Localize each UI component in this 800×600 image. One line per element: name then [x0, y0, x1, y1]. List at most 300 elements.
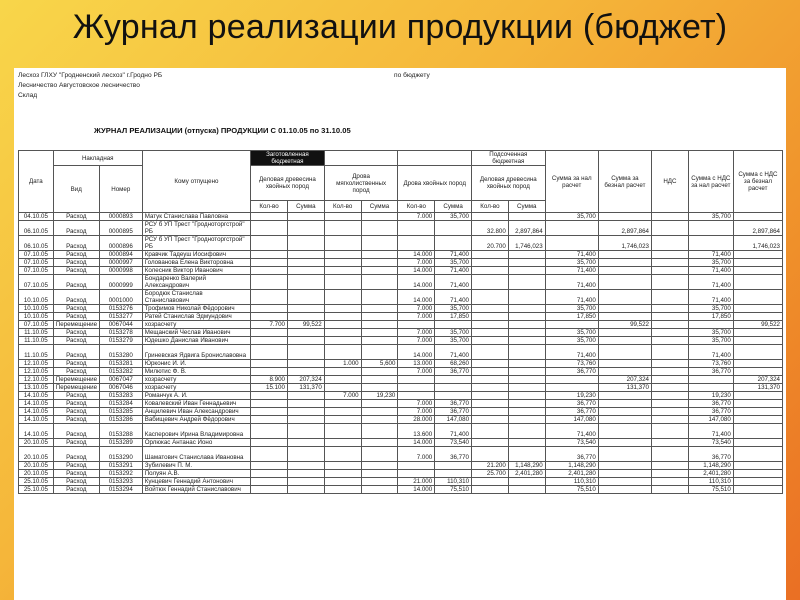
table-cell — [733, 337, 782, 345]
table-cell: 06.10.05 — [19, 221, 54, 236]
table-cell — [733, 329, 782, 337]
table-cell: Перемещение — [53, 321, 99, 329]
table-cell: 1,148,290 — [688, 462, 733, 470]
table-cell — [472, 368, 509, 376]
table-cell: 71,400 — [545, 345, 598, 360]
table-cell — [251, 368, 288, 376]
table-cell — [598, 400, 651, 408]
table-cell: Расход — [53, 251, 99, 259]
table-cell — [251, 408, 288, 416]
table-cell — [361, 290, 398, 305]
table-cell — [324, 470, 361, 478]
table-cell: 35,700 — [688, 329, 733, 337]
table-cell — [472, 392, 509, 400]
journal-document — [14, 68, 786, 600]
col-nomer: Номер — [99, 166, 142, 213]
table-cell: 71,400 — [545, 251, 598, 259]
table-cell: 36,770 — [545, 400, 598, 408]
table-cell: 14.10.05 — [19, 416, 54, 424]
table-cell — [508, 329, 545, 337]
table-cell: 7.700 — [251, 321, 288, 329]
table-cell — [324, 259, 361, 267]
table-cell — [287, 470, 324, 478]
table-cell: 0000893 — [99, 213, 142, 221]
table-cell: 14.10.05 — [19, 392, 54, 400]
table-cell — [598, 447, 651, 462]
journal-table — [18, 150, 783, 494]
table-cell: Расход — [53, 337, 99, 345]
header-lesnichestvo: Лесничество Августовское лесничество — [18, 82, 140, 89]
table-cell: 147,080 — [435, 416, 472, 424]
table-cell — [398, 462, 435, 470]
table-cell: 0000895 — [99, 221, 142, 236]
table-cell — [598, 329, 651, 337]
table-cell: 73,760 — [688, 360, 733, 368]
table-cell — [472, 275, 509, 290]
table-cell — [652, 376, 689, 384]
table-cell: 20.10.05 — [19, 462, 54, 470]
table-cell — [652, 213, 689, 221]
table-cell — [652, 267, 689, 275]
table-cell: 131,370 — [287, 384, 324, 392]
table-cell — [251, 313, 288, 321]
table-cell: Вабищевич Андрей Фёдорович — [142, 416, 250, 424]
table-cell: 14.000 — [398, 290, 435, 305]
table-cell: Романчук А. И. — [142, 392, 250, 400]
table-cell — [435, 376, 472, 384]
table-cell — [598, 416, 651, 424]
table-cell — [324, 267, 361, 275]
table-cell — [545, 236, 598, 251]
table-cell — [472, 408, 509, 416]
table-cell — [361, 376, 398, 384]
table-cell: 7.000 — [398, 400, 435, 408]
table-cell — [508, 267, 545, 275]
col-summa-nds-nal: Сумма с НДС за нал расчет — [688, 151, 733, 213]
table-cell — [287, 400, 324, 408]
table-cell: 35,700 — [688, 305, 733, 313]
table-cell: Анцилевич Иван Александрович — [142, 408, 250, 416]
table-cell — [598, 275, 651, 290]
table-cell: 35,700 — [435, 213, 472, 221]
table-cell: 06.10.05 — [19, 236, 54, 251]
table-cell: 99,522 — [733, 321, 782, 329]
table-cell — [251, 400, 288, 408]
table-cell — [472, 290, 509, 305]
table-cell — [652, 321, 689, 329]
table-cell: 2,897,864 — [508, 221, 545, 236]
table-cell — [472, 329, 509, 337]
table-cell — [472, 439, 509, 447]
table-cell — [598, 486, 651, 494]
col-zagotov: Заготовленная бюджетная — [251, 151, 325, 166]
table-cell — [733, 267, 782, 275]
table-cell: 36,770 — [435, 408, 472, 416]
table-cell: 71,400 — [545, 275, 598, 290]
table-cell: Расход — [53, 424, 99, 439]
table-cell — [251, 392, 288, 400]
table-cell: 0153290 — [99, 447, 142, 462]
col-podsochen: Подсоченная бюджетная — [472, 151, 546, 166]
table-cell — [324, 368, 361, 376]
table-cell: 0153277 — [99, 313, 142, 321]
table-cell: 2,897,864 — [598, 221, 651, 236]
table-cell: 14.000 — [398, 439, 435, 447]
table-cell — [733, 462, 782, 470]
table-cell — [324, 447, 361, 462]
table-cell — [324, 384, 361, 392]
table-cell: 35,700 — [435, 259, 472, 267]
table-cell — [508, 290, 545, 305]
table-cell — [652, 368, 689, 376]
table-cell — [398, 470, 435, 478]
table-cell: 71,400 — [435, 275, 472, 290]
table-cell: Бондаренко Валерий Александрович — [142, 275, 250, 290]
table-cell: 71,400 — [435, 345, 472, 360]
table-cell — [435, 462, 472, 470]
table-cell — [652, 384, 689, 392]
table-cell — [361, 408, 398, 416]
table-cell — [287, 478, 324, 486]
col-kol: Кол-во — [324, 201, 361, 213]
table-cell: 35,700 — [435, 305, 472, 313]
table-cell: 35,700 — [688, 213, 733, 221]
table-cell: Расход — [53, 305, 99, 313]
table-cell — [361, 221, 398, 236]
table-row — [19, 267, 783, 275]
table-cell — [652, 345, 689, 360]
table-cell: 207,324 — [287, 376, 324, 384]
table-cell: 14.000 — [398, 486, 435, 494]
table-cell: Кравчик Тадеуш Иосифович — [142, 251, 250, 259]
table-cell: 13.10.05 — [19, 384, 54, 392]
table-cell: 75,510 — [545, 486, 598, 494]
table-row — [19, 213, 783, 221]
table-cell — [733, 408, 782, 416]
table-row — [19, 400, 783, 408]
table-cell — [251, 345, 288, 360]
table-cell — [652, 251, 689, 259]
table-cell — [652, 275, 689, 290]
table-cell: 0000999 — [99, 275, 142, 290]
table-cell: 14.000 — [398, 251, 435, 259]
header-leskhoz: Лесхоз ГЛХУ "Гродненский лесхоз" г.Гродно РБ — [18, 72, 163, 79]
table-cell — [324, 337, 361, 345]
table-cell: 131,370 — [733, 384, 782, 392]
table-cell: 2,401,280 — [508, 470, 545, 478]
table-cell — [324, 486, 361, 494]
table-cell — [598, 470, 651, 478]
table-cell: 5,600 — [361, 360, 398, 368]
table-cell — [688, 376, 733, 384]
table-cell — [361, 313, 398, 321]
table-cell: 75,510 — [435, 486, 472, 494]
table-row — [19, 470, 783, 478]
table-cell — [598, 267, 651, 275]
table-cell — [361, 424, 398, 439]
table-cell: 0153282 — [99, 368, 142, 376]
table-cell — [508, 478, 545, 486]
table-cell — [545, 221, 598, 236]
table-cell — [251, 337, 288, 345]
table-cell — [251, 416, 288, 424]
table-cell: Юдешко Данислав Иванович — [142, 337, 250, 345]
table-cell: 68,260 — [435, 360, 472, 368]
table-cell — [688, 236, 733, 251]
table-cell — [733, 416, 782, 424]
table-cell — [324, 416, 361, 424]
table-cell — [733, 251, 782, 259]
table-cell: 71,400 — [545, 424, 598, 439]
table-cell: 36,770 — [435, 400, 472, 408]
table-cell: 0000997 — [99, 259, 142, 267]
table-cell — [251, 221, 288, 236]
table-cell: Бородюк Станислав Станиславович — [142, 290, 250, 305]
table-cell — [324, 376, 361, 384]
table-cell — [733, 439, 782, 447]
table-cell — [435, 470, 472, 478]
table-cell: 36,770 — [688, 368, 733, 376]
table-cell — [472, 321, 509, 329]
table-cell — [324, 236, 361, 251]
table-cell: 28.000 — [398, 416, 435, 424]
table-cell: Милютис Ф. В. — [142, 368, 250, 376]
table-cell: Матук Станислава Павловна — [142, 213, 250, 221]
table-cell — [508, 313, 545, 321]
table-cell: Расход — [53, 313, 99, 321]
table-cell: 36,770 — [688, 447, 733, 462]
table-cell: 21.000 — [398, 478, 435, 486]
table-row — [19, 392, 783, 400]
table-cell: 7.000 — [398, 408, 435, 416]
table-cell: Расход — [53, 345, 99, 360]
table-row — [19, 486, 783, 494]
table-cell — [472, 213, 509, 221]
table-cell: 2,401,280 — [545, 470, 598, 478]
table-cell — [598, 424, 651, 439]
table-cell — [652, 392, 689, 400]
table-cell — [472, 337, 509, 345]
table-cell — [598, 462, 651, 470]
col-delov-hv1: Деловая древесина хвойных пород — [251, 166, 325, 201]
table-cell — [287, 213, 324, 221]
table-cell: 7.000 — [324, 392, 361, 400]
table-cell — [652, 360, 689, 368]
table-cell: 1.000 — [324, 360, 361, 368]
table-cell: Полуян А.В. — [142, 470, 250, 478]
table-cell — [508, 416, 545, 424]
table-cell — [733, 313, 782, 321]
table-cell: 207,324 — [598, 376, 651, 384]
col-summa-nal: Сумма за нал расчет — [545, 151, 598, 213]
table-cell — [287, 329, 324, 337]
table-cell — [251, 267, 288, 275]
table-cell: Расход — [53, 462, 99, 470]
table-cell — [324, 424, 361, 439]
table-cell — [251, 213, 288, 221]
table-cell: Юрконис И. И. — [142, 360, 250, 368]
table-cell: хозрасчету — [142, 321, 250, 329]
table-cell: Ратей Станислав Эдмундович — [142, 313, 250, 321]
table-cell: Расход — [53, 213, 99, 221]
table-cell — [652, 305, 689, 313]
table-cell: 14.10.05 — [19, 424, 54, 439]
table-cell: 7.000 — [398, 447, 435, 462]
table-cell: 25.10.05 — [19, 486, 54, 494]
table-cell — [361, 416, 398, 424]
table-cell: 110,310 — [688, 478, 733, 486]
table-cell: хозрасчету — [142, 384, 250, 392]
table-cell: 110,310 — [435, 478, 472, 486]
table-cell: Расход — [53, 416, 99, 424]
table-cell — [598, 360, 651, 368]
table-cell — [287, 305, 324, 313]
table-cell: Расход — [53, 486, 99, 494]
table-cell: Зубилевич П. М. — [142, 462, 250, 470]
table-cell: 71,400 — [688, 267, 733, 275]
table-cell — [733, 259, 782, 267]
table-cell: 36,770 — [435, 447, 472, 462]
table-cell — [472, 360, 509, 368]
table-row — [19, 313, 783, 321]
table-cell: 21.200 — [472, 462, 509, 470]
table-cell — [251, 424, 288, 439]
table-cell — [324, 221, 361, 236]
col-delov-hv2: Деловая древесина хвойных пород — [472, 166, 546, 201]
slide-title: Журнал реализации продукции (бюджет) — [72, 8, 728, 46]
table-cell — [398, 236, 435, 251]
table-cell — [435, 236, 472, 251]
table-cell: 36,770 — [545, 368, 598, 376]
table-cell — [361, 478, 398, 486]
table-cell — [688, 384, 733, 392]
table-cell: Трофимов Николай Фёдорович — [142, 305, 250, 313]
table-cell: 07.10.05 — [19, 321, 54, 329]
col-date: Дата — [19, 151, 54, 213]
table-cell — [508, 486, 545, 494]
table-cell: 71,400 — [688, 424, 733, 439]
table-cell — [598, 337, 651, 345]
table-cell: 19,230 — [361, 392, 398, 400]
table-row — [19, 368, 783, 376]
table-cell — [361, 486, 398, 494]
table-cell: 0153278 — [99, 329, 142, 337]
table-cell — [324, 400, 361, 408]
table-cell — [472, 424, 509, 439]
col-kol: Кол-во — [398, 201, 435, 213]
table-cell — [652, 408, 689, 416]
table-cell — [324, 345, 361, 360]
table-cell — [287, 345, 324, 360]
table-cell: 15.100 — [251, 384, 288, 392]
table-cell: 147,080 — [545, 416, 598, 424]
table-cell — [287, 439, 324, 447]
table-cell — [688, 221, 733, 236]
table-cell — [652, 416, 689, 424]
table-cell — [733, 213, 782, 221]
table-cell — [287, 221, 324, 236]
table-cell — [472, 384, 509, 392]
table-cell — [287, 408, 324, 416]
table-cell — [324, 439, 361, 447]
col-summa: Сумма — [361, 201, 398, 213]
table-cell — [652, 221, 689, 236]
table-cell: Колесник Виктор Иванович — [142, 267, 250, 275]
table-cell: Перемещение — [53, 376, 99, 384]
table-cell — [398, 221, 435, 236]
table-cell — [508, 251, 545, 259]
table-cell — [251, 447, 288, 462]
table-cell: 07.10.05 — [19, 267, 54, 275]
table-cell — [324, 478, 361, 486]
table-cell — [287, 462, 324, 470]
table-cell: 12.10.05 — [19, 368, 54, 376]
table-row — [19, 259, 783, 267]
table-cell: 0153280 — [99, 345, 142, 360]
table-cell: 7.000 — [398, 213, 435, 221]
table-cell: 1,746,023 — [508, 236, 545, 251]
table-cell — [287, 392, 324, 400]
table-cell — [472, 305, 509, 313]
table-cell: Ковалевский Иван Геннадьевич — [142, 400, 250, 408]
table-cell: Расход — [53, 259, 99, 267]
table-cell: 71,400 — [435, 424, 472, 439]
table-cell: 36,770 — [545, 408, 598, 416]
table-cell: 11.10.05 — [19, 345, 54, 360]
table-cell — [251, 478, 288, 486]
table-cell — [472, 447, 509, 462]
table-cell — [361, 470, 398, 478]
table-cell — [598, 290, 651, 305]
table-cell: 0067047 — [99, 376, 142, 384]
table-cell: Расход — [53, 290, 99, 305]
table-cell — [324, 329, 361, 337]
table-cell — [508, 424, 545, 439]
table-cell — [733, 400, 782, 408]
table-cell: 0153276 — [99, 305, 142, 313]
table-cell — [508, 400, 545, 408]
table-cell — [472, 478, 509, 486]
table-cell — [324, 408, 361, 416]
table-cell — [472, 267, 509, 275]
table-cell — [472, 259, 509, 267]
table-cell — [324, 251, 361, 259]
table-cell — [398, 376, 435, 384]
table-cell: 7.000 — [398, 329, 435, 337]
table-cell: Расход — [53, 267, 99, 275]
table-cell: 14.10.05 — [19, 408, 54, 416]
table-cell: РСУ б УП Трест "Гродноторгстрой" РБ — [142, 221, 250, 236]
col-summa: Сумма — [435, 201, 472, 213]
table-cell: 14.000 — [398, 275, 435, 290]
table-cell — [287, 424, 324, 439]
table-cell: 12.10.05 — [19, 376, 54, 384]
table-cell — [324, 321, 361, 329]
table-cell — [652, 313, 689, 321]
table-cell: 0000894 — [99, 251, 142, 259]
col-nakladnaya: Накладная — [53, 151, 142, 166]
col-komu: Кому отпущено — [142, 151, 250, 213]
table-cell: 20.10.05 — [19, 439, 54, 447]
table-row — [19, 360, 783, 368]
table-cell: Расход — [53, 360, 99, 368]
table-cell — [508, 392, 545, 400]
table-row — [19, 337, 783, 345]
table-cell — [287, 313, 324, 321]
table-cell: 17,850 — [545, 313, 598, 321]
table-cell: Шаматович Станислава Ивановна — [142, 447, 250, 462]
table-cell — [652, 259, 689, 267]
